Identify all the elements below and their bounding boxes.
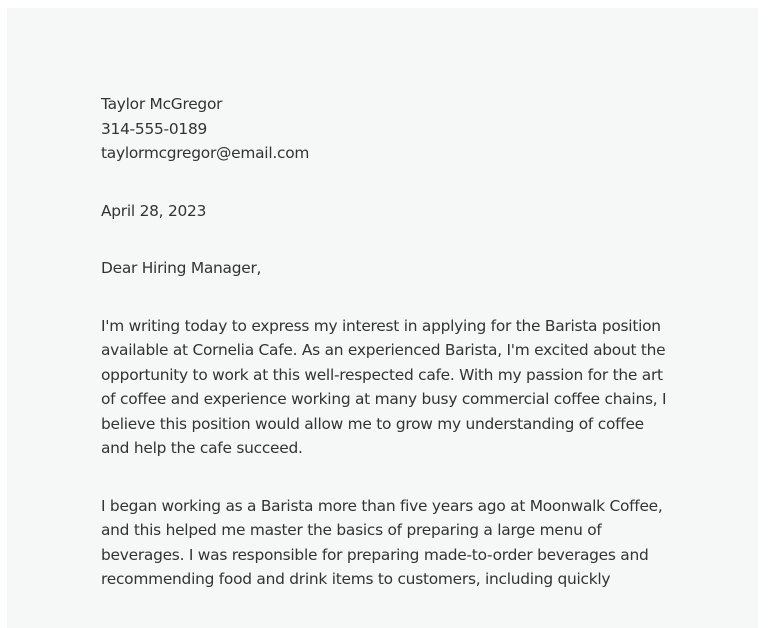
paragraph-experience: I began working as a Barista more than five years ago at Moonwalk Coffee, and this helped me master the basics of preparing a large menu of beverages. I was responsible for preparing made-to-order beverages and recommending food and drink items to customers, including quickly xyxy=(101,496,663,588)
cover-letter xyxy=(101,92,676,625)
letter-date: April 28, 2023 xyxy=(101,201,207,220)
sender-name: Taylor McGregor xyxy=(101,95,223,113)
salutation: Dear Hiring Manager, xyxy=(101,259,262,277)
sender-phone: 314-555-0189 xyxy=(101,119,208,138)
sender-email: taylormcgregor@email.com xyxy=(101,144,310,162)
sender-contact-block xyxy=(101,92,676,166)
letter-page xyxy=(7,8,758,628)
paragraph-intro: I'm writing today to express my interest in applying for the Barista position available at Cornelia Cafe. As an experienced Barista, I'm excited about the opportunity to work at this well-respected cafe. With my passion for the art of coffee and experience working at many busy commercial coffee chains, I believe this position would allow me to grow my understanding of coffee and help the cafe succeed. xyxy=(101,316,667,457)
